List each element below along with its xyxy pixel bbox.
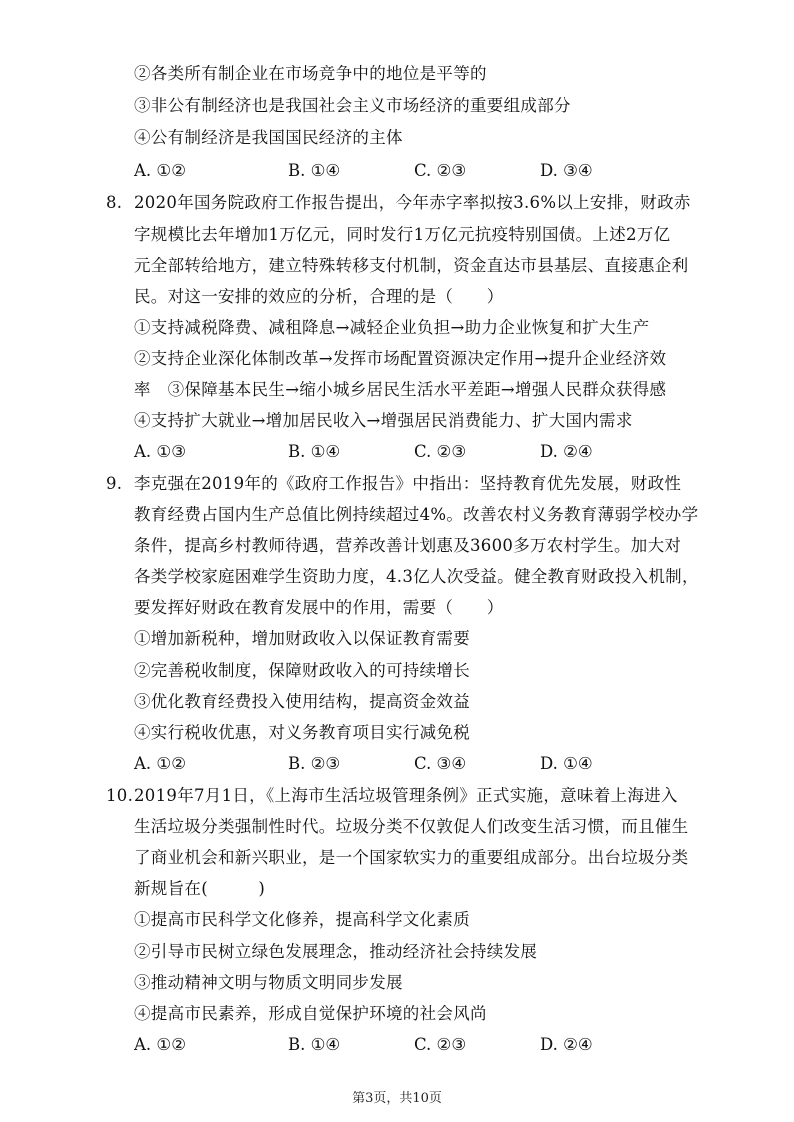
choice-a: A. ①② (134, 161, 186, 180)
answer-choices (134, 436, 694, 467)
question-number: 9. (106, 474, 123, 493)
option-line: ①支持减税降费、减租降息→减轻企业负担→助力企业恢复和扩大生产 (134, 318, 650, 337)
question-stem-line: 字规模比去年增加1万亿元，同时发行1万亿元抗疫特别国债。上述2万亿 (134, 225, 671, 244)
option-line: ③非公有制经济也是我国社会主义市场经济的重要组成部分 (134, 96, 571, 115)
choice-d: D. ②④ (540, 1035, 593, 1054)
choice-c: C. ③④ (414, 754, 467, 773)
option-line: ②引导市民树立绿色发展理念，推动经济社会持续发展 (134, 942, 538, 961)
answer-choices (134, 748, 694, 779)
choice-b: B. ①④ (288, 1035, 341, 1054)
question-stem-line: 元全部转给地方，建立特殊转移支付机制，资金直达市县基层、直接惠企利 (134, 256, 689, 275)
answer-choices (134, 155, 694, 186)
choice-d: D. ①④ (540, 754, 593, 773)
choice-c: C. ②③ (414, 161, 467, 180)
question-stem-line: 教育经费占国内生产总值比例持续超过4%。改善农村义务教育薄弱学校办学 (134, 505, 699, 524)
choice-a: A. ①② (134, 754, 186, 773)
choice-d: D. ②④ (540, 442, 593, 461)
question-stem-line: 要发挥好财政在教育发展中的作用，需要（ ） (134, 598, 504, 617)
choice-a: A. ①② (134, 1035, 186, 1054)
choice-c: C. ②③ (414, 1035, 467, 1054)
option-line: ④支持扩大就业→增加居民收入→增强居民消费能力、扩大国内需求 (134, 411, 633, 430)
question-stem-line: 新规旨在( ) (134, 879, 266, 898)
question-number: 10. (106, 786, 134, 805)
page-footer: 第3页，共10页 (352, 1091, 442, 1106)
choice-b: B. ①④ (288, 442, 341, 461)
option-line: ③推动精神文明与物质文明同步发展 (134, 973, 403, 992)
option-line: 率 ③保障基本民生→缩小城乡居民生活水平差距→增强人民群众获得感 (134, 380, 667, 399)
question-10 (106, 780, 696, 811)
option-line: ①增加新税种，增加财政收入以保证教育需要 (134, 629, 470, 648)
choice-a: A. ①③ (134, 442, 186, 461)
choice-b: B. ①④ (288, 161, 341, 180)
option-line: ④实行税收优惠，对义务教育项目实行减免税 (134, 723, 470, 742)
option-line: ③优化教育经费投入使用结构，提高资金效益 (134, 692, 470, 711)
question-number: 8. (106, 193, 123, 212)
question-8 (106, 187, 696, 218)
choice-c: C. ②③ (414, 442, 467, 461)
question-stem-line: 2019年7月1日，《上海市生活垃圾管理条例》正式实施，意味着上海进入 (134, 786, 678, 805)
question-stem-line: 生活垃圾分类强制性时代。垃圾分类不仅敦促人们改变生活习惯，而且催生 (134, 817, 689, 836)
question-stem-line: 民。对这一安排的效应的分析，合理的是（ ） (134, 287, 504, 306)
question-stem-line: 条件，提高乡村教师待遇，营养改善计划惠及3600多万农村学生。加大对 (134, 536, 682, 555)
answer-choices (134, 1029, 694, 1060)
choice-d: D. ③④ (540, 161, 593, 180)
option-line: ④公有制经济是我国国民经济的主体 (134, 128, 403, 147)
question-9 (106, 468, 696, 499)
question-stem-line: 了商业机会和新兴职业，是一个国家软实力的重要组成部分。出台垃圾分类 (134, 848, 689, 867)
question-stem-line: 李克强在2019年的《政府工作报告》中指出：坚持教育优先发展，财政性 (134, 474, 682, 493)
choice-b: B. ②③ (288, 754, 341, 773)
option-line: ②各类所有制企业在市场竞争中的地位是平等的 (134, 64, 487, 83)
option-line: ②完善税收制度，保障财政收入的可持续增长 (134, 661, 470, 680)
option-line: ④提高市民素养，形成自觉保护环境的社会风尚 (134, 1004, 487, 1023)
question-stem-line: 2020年国务院政府工作报告提出，今年赤字率拟按3.6%以上安排，财政赤 (134, 193, 691, 212)
question-stem-line: 各类学校家庭困难学生资助力度，4.3亿人次受益。健全教育财政投入机制， (134, 567, 699, 586)
option-line: ①提高市民科学文化修养，提高科学文化素质 (134, 910, 470, 929)
option-line: ②支持企业深化体制改革→发挥市场配置资源决定作用→提升企业经济效 (134, 349, 667, 368)
